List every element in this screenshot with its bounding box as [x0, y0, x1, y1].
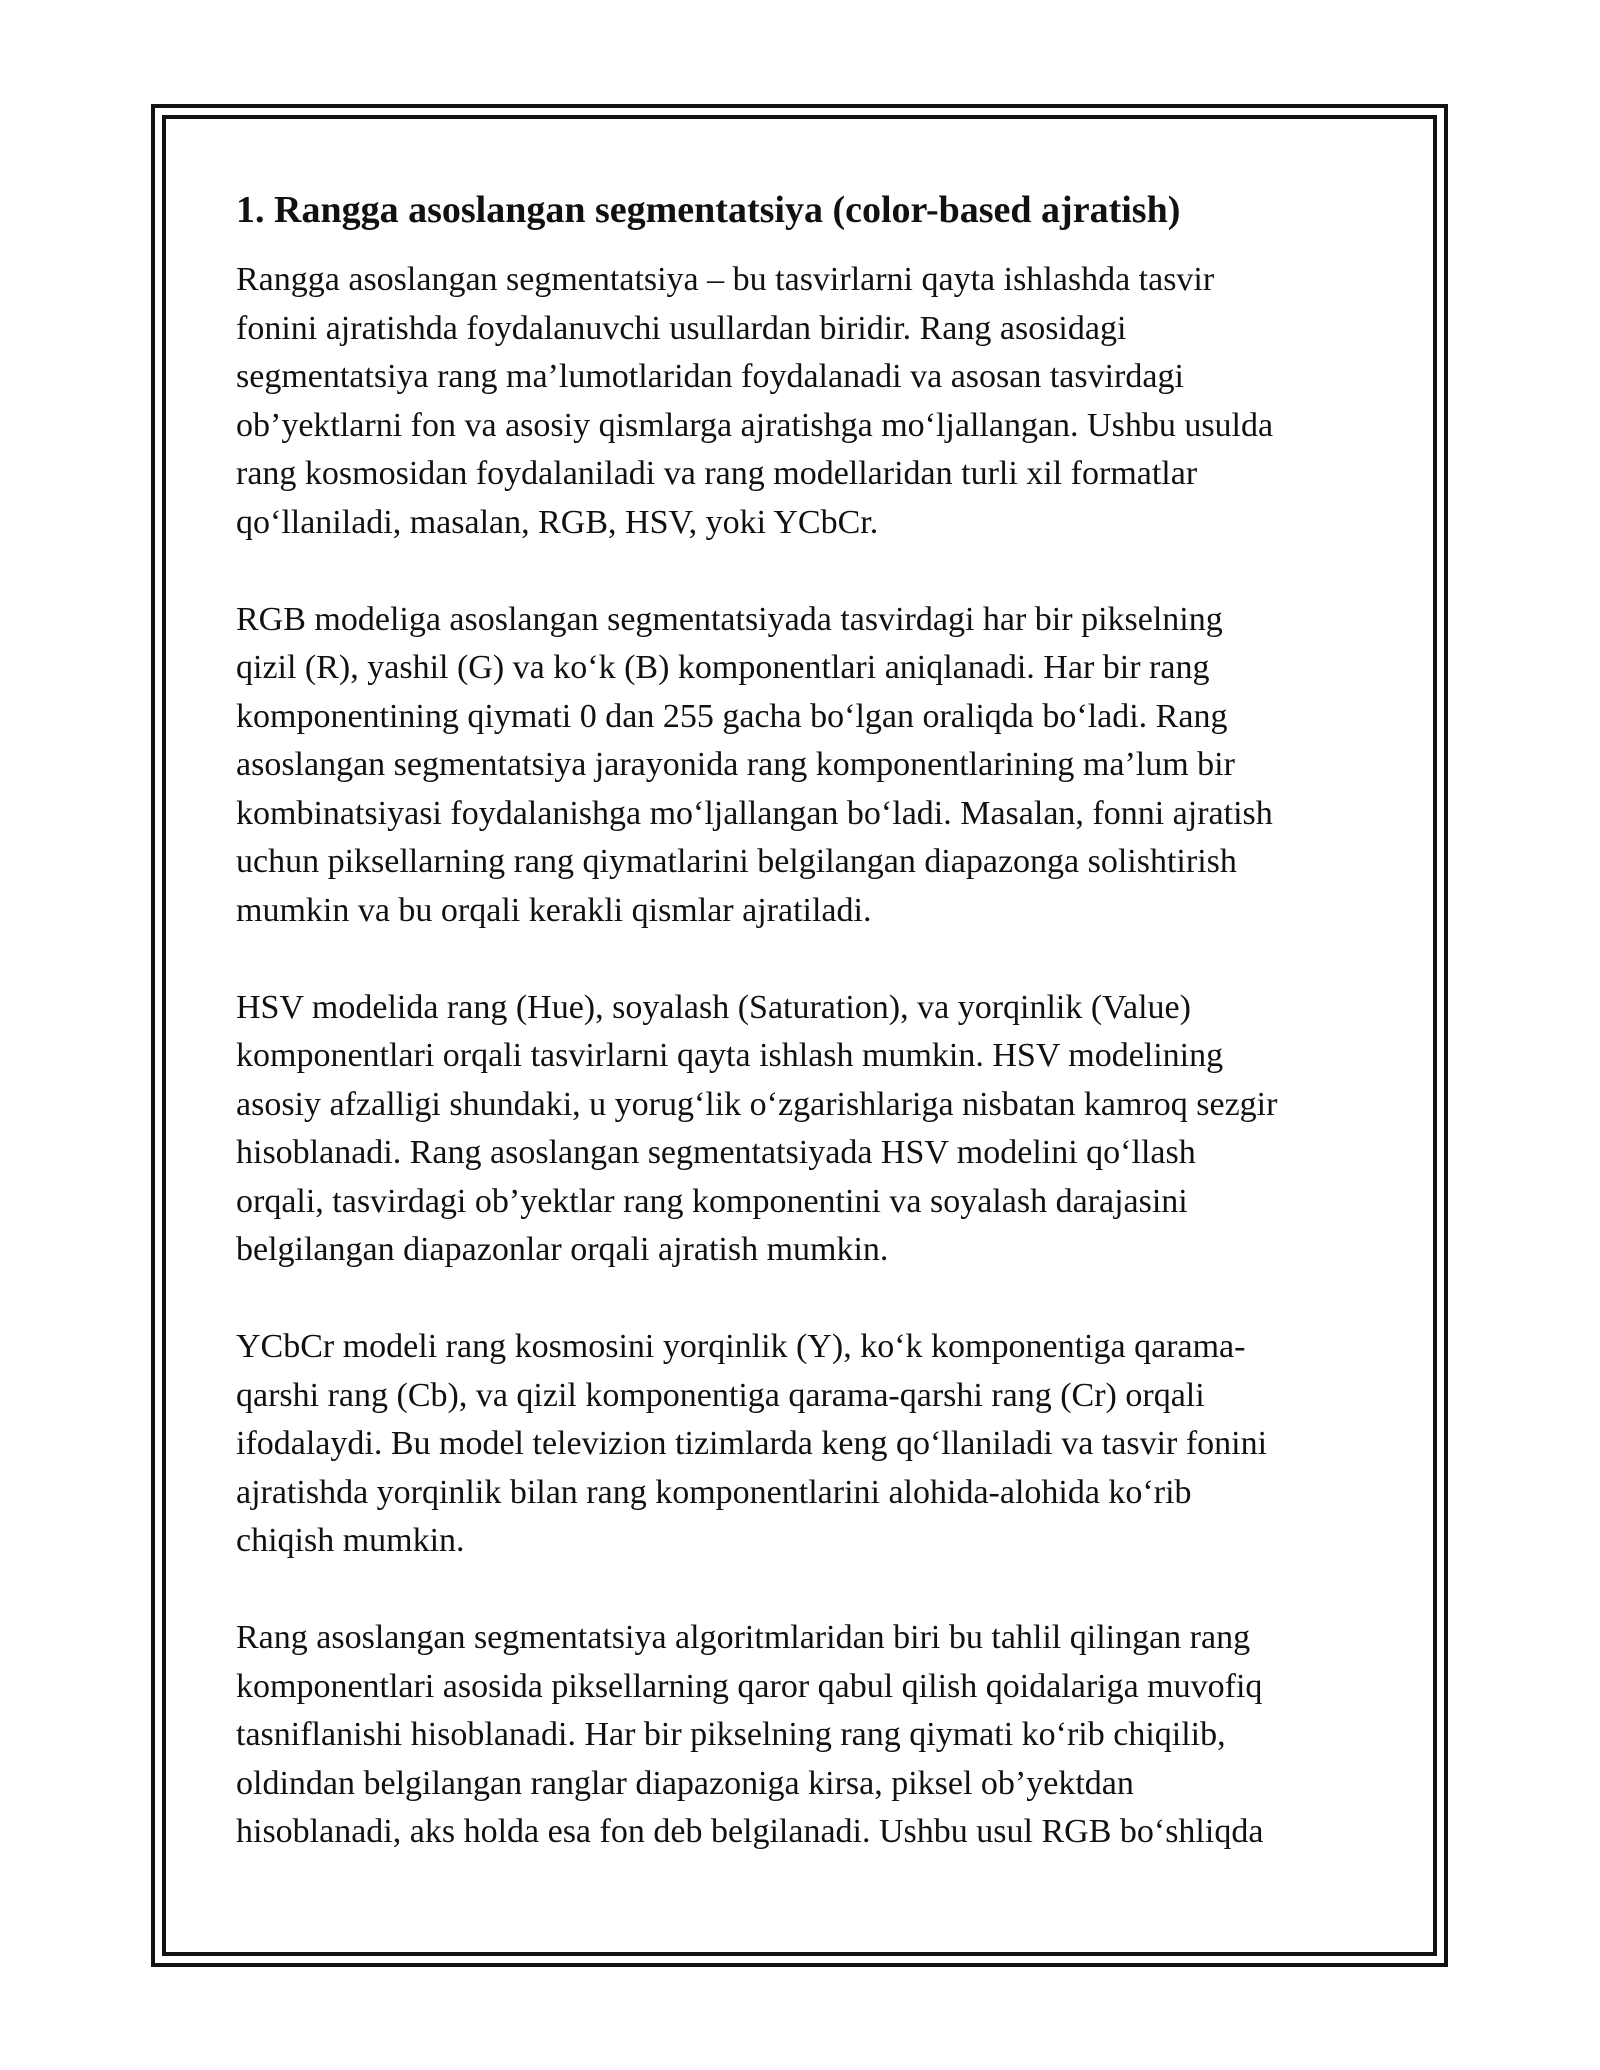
text-line: Rang asoslangan segmentatsiya algoritmlaridan biri bu tahlil qilingan rang — [236, 1619, 1251, 1656]
paragraph-intro — [236, 256, 1366, 547]
text-line: ob’yektlarni fon va asosiy qismlarga ajratishga mo‘ljallangan. Ushbu usulda — [236, 406, 1274, 444]
text-line: hisoblanadi, aks holda esa fon deb belgilanadi. Ushbu usul RGB bo‘shliqda — [236, 1813, 1264, 1850]
text-line: tasniflanishi hisoblanadi. Har bir pikselning rang qiymati ko‘rib chiqilib, — [236, 1716, 1226, 1753]
text-line: hisoblanadi. Rang asoslangan segmentatsiyada HSV modelini qo‘llash — [236, 1134, 1196, 1171]
section-heading: 1. Rangga asoslangan segmentatsiya (color-based ajratish) — [236, 189, 1181, 231]
text-line: belgilangan diapazonlar orqali ajratish mumkin. — [236, 1231, 889, 1268]
text-line: komponentlari orqali tasvirlarni qayta ishlash mumkin. HSV modelining — [236, 1037, 1224, 1074]
text-line: asoslangan segmentatsiya jarayonida rang komponentlarining ma’lum bir — [236, 746, 1235, 783]
text-line: komponentining qiymati 0 dan 255 gacha bo‘lgan oraliqda bo‘ladi. Rang — [236, 697, 1228, 735]
paragraph-rgb — [236, 596, 1366, 936]
paragraph-hsv — [236, 984, 1366, 1275]
text-line: segmentatsiya rang ma’lumotlaridan foydalanadi va asosan tasvirdagi — [236, 358, 1184, 395]
text-line: uchun piksellarning rang qiymatlarini belgilangan diapazonga solishtirish — [236, 843, 1237, 880]
text-line: mumkin va bu orqali kerakli qismlar ajratiladi. — [236, 891, 872, 929]
text-line: kombinatsiyasi foydalanishga mo‘ljallangan bo‘ladi. Masalan, fonni ajratish — [236, 794, 1273, 832]
paragraph-ycbcr — [236, 1323, 1366, 1566]
text-line: YCbCr modeli rang kosmosini yorqinlik (Y), ko‘k komponentiga qarama- — [236, 1328, 1246, 1365]
text-line: RGB modeliga asoslangan segmentatsiyada tasvirdagi har bir pikselning — [236, 600, 1223, 638]
text-line: komponentlari asosida piksellarning qaror qabul qilish qoidalariga muvofiq — [236, 1667, 1263, 1705]
text-line: Rangga asoslangan segmentatsiya – bu tasvirlarni qayta ishlashda tasvir — [236, 261, 1215, 298]
text-line: chiqish mumkin. — [236, 1522, 465, 1559]
text-line: qarshi rang (Cb), va qizil komponentiga qarama-qarshi rang (Cr) orqali — [236, 1376, 1205, 1414]
text-line: rang kosmosidan foydalaniladi va rang modellaridan turli xil formatlar — [236, 455, 1198, 492]
text-line: HSV modelida rang (Hue), soyalash (Saturation), va yorqinlik (Value) — [236, 988, 1191, 1026]
text-line: qizil (R), yashil (G) va ko‘k (B) komponentlari aniqlanadi. Har bir rang — [236, 649, 1210, 686]
paragraph-algorithm — [236, 1614, 1366, 1857]
text-line: fonini ajratishda foydalanuvchi usullardan biridir. Rang asosidagi — [236, 309, 1127, 347]
text-line: ifodalaydi. Bu model televizion tizimlarda keng qo‘llaniladi va tasvir fonini — [236, 1425, 1268, 1462]
text-line: qo‘llaniladi, masalan, RGB, HSV, yoki YCbCr. — [236, 503, 879, 541]
document-body — [236, 186, 1366, 1905]
text-line: orqali, tasvirdagi ob’yektlar rang komponentini va soyalash darajasini — [236, 1182, 1188, 1220]
text-line: oldindan belgilangan ranglar diapazoniga kirsa, piksel ob’yektdan — [236, 1764, 1134, 1802]
text-line: ajratishda yorqinlik bilan rang komponentlarini alohida-alohida ko‘rib — [236, 1473, 1192, 1511]
text-line: asosiy afzalligi shundaki, u yorug‘lik o‘zgarishlariga nisbatan kamroq sezgir — [236, 1085, 1278, 1123]
